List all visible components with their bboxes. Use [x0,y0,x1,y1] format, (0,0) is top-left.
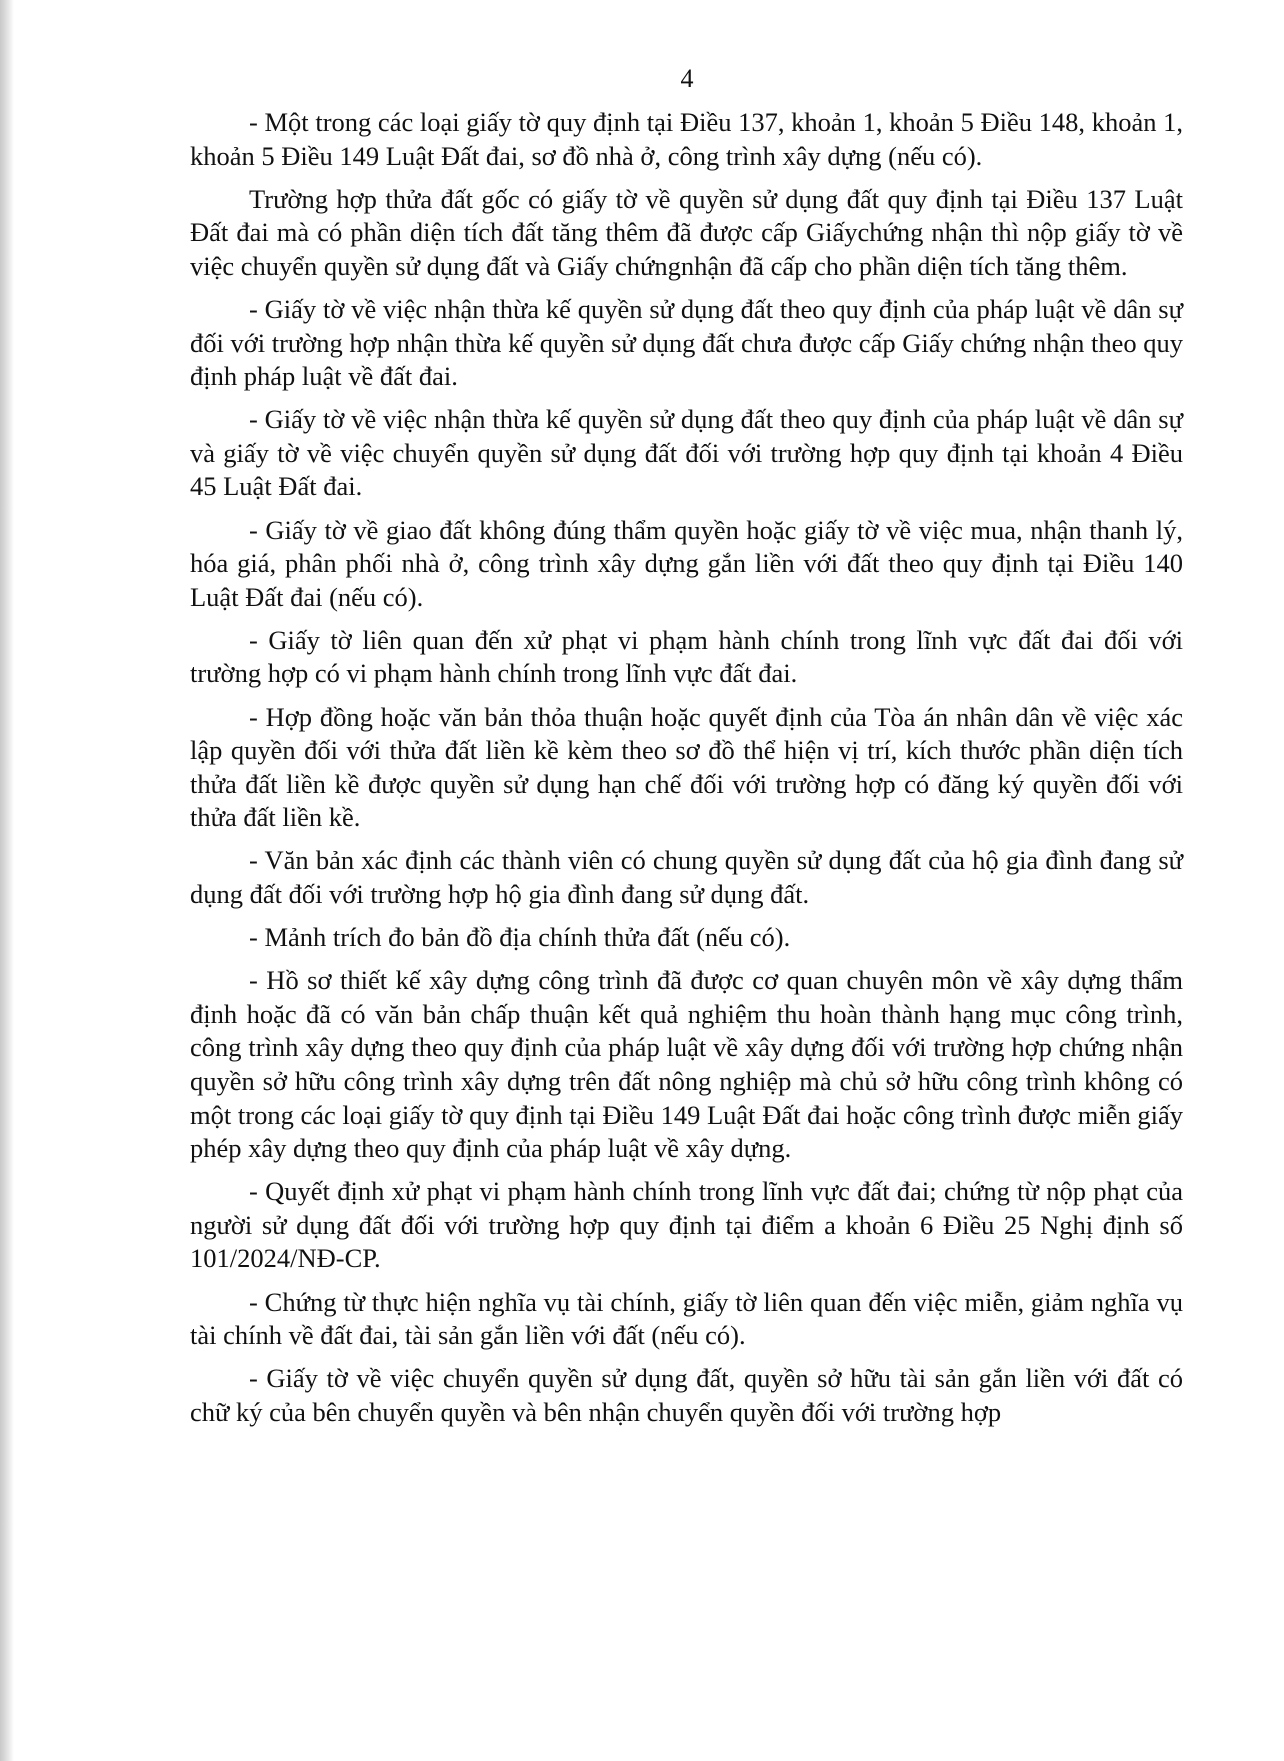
paragraph: - Giấy tờ liên quan đến xử phạt vi phạm hành chính trong lĩnh vực đất đai đối với trường hợp có vi phạm hành chính trong lĩnh vực đất đai. [190,624,1183,689]
paragraph: - Một trong các loại giấy tờ quy định tại Điều 137, khoản 1, khoản 5 Điều 148, khoản 1, khoản 5 Điều 149 Luật Đất đai, sơ đồ nhà ở, công trình xây dựng (nếu có). [190,107,1183,171]
paragraph: - Giấy tờ về việc nhận thừa kế quyền sử dụng đất theo quy định của pháp luật về dân sự đối với trường hợp nhận thừa kế quyền sử dụng đất chưa được cấp Giấy chứng nhận theo quy định pháp luật về đất đai. [190,293,1183,392]
paragraph: - Hợp đồng hoặc văn bản thỏa thuận hoặc quyết định của Tòa án nhân dân về việc xác lập quyền đối với thửa đất liền kề kèm theo sơ đồ thể hiện vị trí, kích thước phần diện tích thửa đất liền kề được quyền sử dụng hạn chế đối với trường hợp có đăng ký quyền đối với thửa đất liền kề. [190,701,1183,833]
paragraph: - Văn bản xác định các thành viên có chung quyền sử dụng đất của hộ gia đình đang sử dụng đất đối với trường hợp hộ gia đình đang sử dụng đất. [190,845,1183,909]
paragraph: - Quyết định xử phạt vi phạm hành chính trong lĩnh vực đất đai; chứng từ nộp phạt của người sử dụng đất đối với trường hợp quy định tại điểm a khoản 6 Điều 25 Nghị định số 101/2024/NĐ-CP. [190,1176,1183,1274]
document-body [190,106,1183,1429]
paragraph: Trường hợp thửa đất gốc có giấy tờ về quyền sử dụng đất quy định tại Điều 137 Luật Đất đai mà có phần diện tích đất tăng thêm đã được cấp Giấychứng nhận thì nộp giấy tờ về việc chuyển quyền sử dụng đất và Giấy chứngnhận đã cấp cho phần diện tích tăng thêm. [190,183,1183,281]
paragraph: - Mảnh trích đo bản đồ địa chính thửa đất (nếu có). [249,922,791,953]
paragraph: - Giấy tờ về việc chuyển quyền sử dụng đất, quyền sở hữu tài sản gắn liền với đất có chữ ký của bên chuyển quyền và bên nhận chuyển quyền đối với trường hợp [190,1363,1183,1427]
paragraph: - Hồ sơ thiết kế xây dựng công trình đã được cơ quan chuyên môn về xây dựng thẩm định hoặc đã có văn bản chấp thuận kết quả nghiệm thu hoàn thành hạng mục công trình, công trình xây dựng theo quy định của pháp luật về xây dựng đối với trường hợp chứng nhận quyền sở hữu công trình xây dựng trên đất nông nghiệp mà chủ sở hữu công trình không có một trong các loại giấy tờ quy định tại Điều 149 Luật Đất đai hoặc công trình được miễn giấy phép xây dựng theo quy định của pháp luật về xây dựng. [190,965,1183,1164]
paragraph: - Giấy tờ về giao đất không đúng thẩm quyền hoặc giấy tờ về việc mua, nhận thanh lý, hóa giá, phân phối nhà ở, công trình xây dựng gắn liền với đất theo quy định tại Điều 140 Luật Đất đai (nếu có). [190,514,1183,612]
paragraph: - Chứng từ thực hiện nghĩa vụ tài chính, giấy tờ liên quan đến việc miễn, giảm nghĩa vụ tài chính về đất đai, tài sản gắn liền với đất (nếu có). [190,1286,1183,1351]
paragraph: - Giấy tờ về việc nhận thừa kế quyền sử dụng đất theo quy định của pháp luật về dân sự và giấy tờ về việc chuyển quyền sử dụng đất đối với trường hợp quy định tại khoản 4 Điều 45 Luật Đất đai. [190,404,1183,502]
page-number: 4 [680,64,694,93]
